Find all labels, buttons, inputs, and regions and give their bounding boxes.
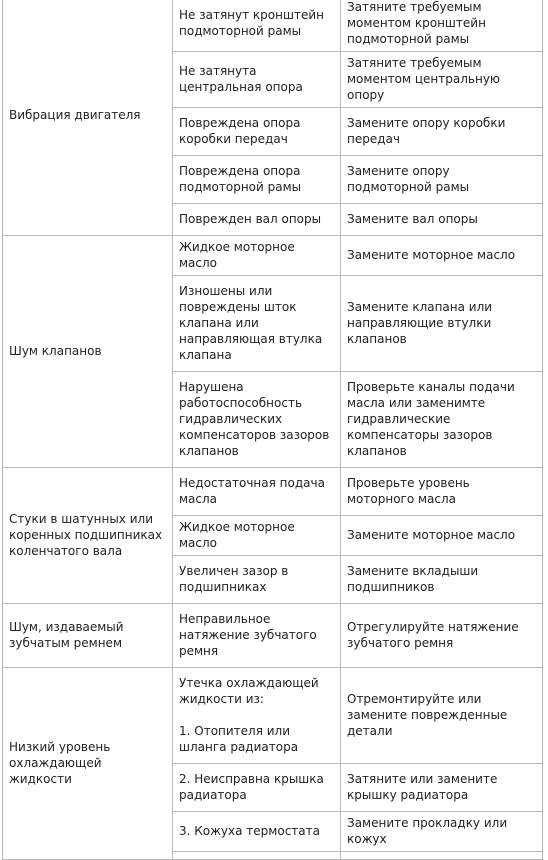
cause-text: Неправильное натяжение зубчатого ремня: [179, 612, 317, 658]
cause-cell: [173, 276, 341, 372]
cause-cell: [173, 108, 341, 156]
symptom-cell: Шум, издаваемый зубчатым ремнем: [3, 604, 173, 668]
cause-text: 2. Неисправна крышка радиатора: [179, 772, 324, 802]
diagnostics-table: [2, 0, 543, 860]
cause-cell: [173, 852, 341, 860]
fix-cell: Замените опору коробки передач: [341, 108, 543, 156]
fix-cell: [341, 852, 543, 860]
fix-cell: Замените моторное масло: [341, 516, 543, 556]
fix-cell: Отрегулируйте натяжение зубчатого ремня: [341, 604, 543, 668]
cause-cell: [173, 556, 341, 604]
cause-text: 3. Кожуха термостата: [179, 824, 320, 838]
fix-cell: Затяните требуемым моментом кронштейн подмоторной рамы: [341, 0, 543, 52]
symptom-cell: Низкий уровень охлаждающей жидкости: [3, 668, 173, 860]
cause-text: Повреждена опора подмоторной рамы: [179, 164, 302, 194]
diagnostics-table-body: [3, 0, 543, 860]
cause-text: Поврежден вал опоры: [179, 212, 322, 226]
cause-cell: [173, 604, 341, 668]
cause-text: Увеличен зазор в подшипниках: [179, 564, 289, 594]
cause-text: Недостаточная подача масла: [179, 476, 325, 506]
cause-cell: [173, 156, 341, 204]
cause-cell: [173, 764, 341, 812]
fix-cell: Замените моторное масло: [341, 236, 543, 276]
fix-cell: Затяните требуемым моментом центральную опору: [341, 52, 543, 108]
cause-cell: [173, 468, 341, 516]
cause-text: Повреждена опора коробки передач: [179, 116, 301, 146]
cause-cell: [173, 0, 341, 52]
cause-cell: [173, 204, 341, 236]
cause-text: Нарушена работоспособность гидравлических компенсаторов зазоров клапанов: [179, 380, 330, 458]
cause-cell: [173, 516, 341, 556]
cause-cell: [173, 236, 341, 276]
fix-cell: Замените опору подмоторной рамы: [341, 156, 543, 204]
fix-cell: Отремонтируйте или замените поврежденные детали: [341, 668, 543, 764]
cause-text: Изношены или повреждены шток клапана или направляющая втулка клапана: [179, 284, 323, 362]
table-row: [3, 236, 543, 276]
fix-cell: Замените прокладку или кожух: [341, 812, 543, 852]
table-row: [3, 604, 543, 668]
cause-text: Не затянут кронштейн подмоторной рамы: [179, 8, 324, 38]
cause-cell: [173, 372, 341, 468]
table-row: [3, 668, 543, 764]
table-row: [3, 468, 543, 516]
fix-cell: Проверьте каналы подачи масла или заменимте гидравлические компенсаторы зазоров клапанов: [341, 372, 543, 468]
fix-cell: Замените вкладыши подшипников: [341, 556, 543, 604]
symptom-cell: Шум клапанов: [3, 236, 173, 468]
cause-cell: [173, 668, 341, 764]
cause-text: 1. Отопителя или шланга радиатора: [179, 724, 299, 754]
cause-text: Жидкое моторное масло: [179, 520, 295, 550]
cause-text: Не затянута центральная опора: [179, 64, 303, 94]
cause-cell: [173, 812, 341, 852]
table-row: [3, 0, 543, 52]
cause-cell: [173, 52, 341, 108]
cause-text: Утечка охлаждающей жидкости из:: [179, 676, 319, 706]
symptom-cell: Стуки в шатунных или коренных подшипниках коленчатого вала: [3, 468, 173, 604]
cause-text: Жидкое моторное масло: [179, 240, 295, 270]
symptom-cell: Вибрация двигателя: [3, 0, 173, 236]
fix-cell: Проверьте уровень моторного масла: [341, 468, 543, 516]
fix-cell: Затяните или замените крышку радиатора: [341, 764, 543, 812]
fix-cell: Замените вал опоры: [341, 204, 543, 236]
fix-cell: Замените клапана или направляющие втулки клапанов: [341, 276, 543, 372]
